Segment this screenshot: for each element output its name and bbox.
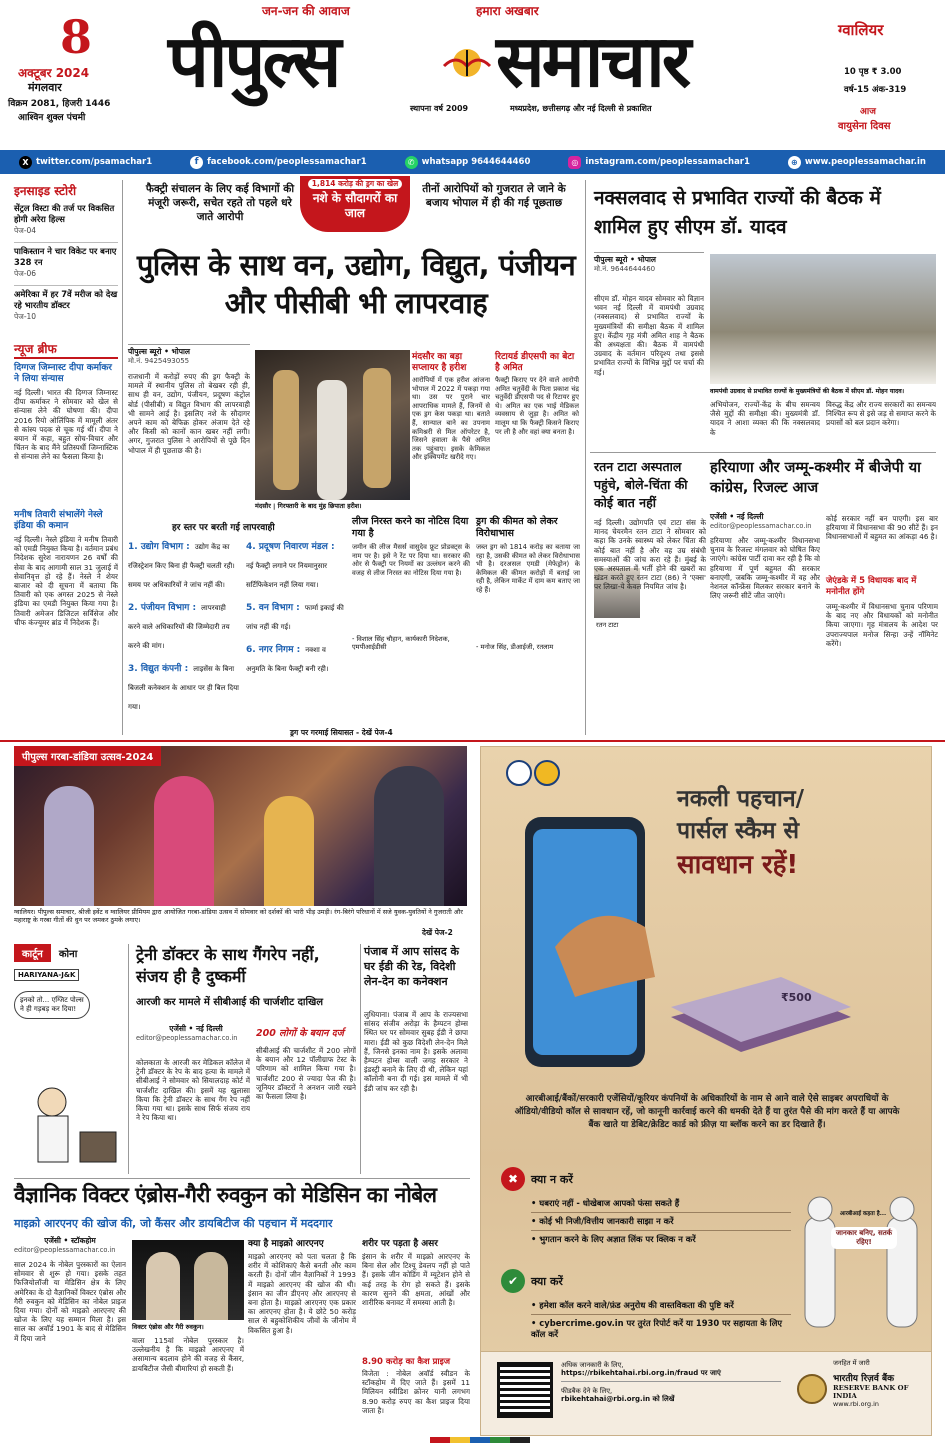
- punjab-headline: पंजाब में आप सांसद के घर ईडी की रेड, विदेशी लेन-देन का कनेक्शन: [364, 945, 459, 988]
- cartoon-bubble: इनको तो... एग्जिट पोल्स ने ही गड़बड़ कर दिया!: [14, 991, 90, 1019]
- thumbs-up-icon: ✔: [501, 1269, 525, 1293]
- whatsapp-icon: ✆: [405, 156, 418, 169]
- naxal-headline: नक्सलवाद से प्रभावित राज्यों की बैठक में शामिल हुए सीएम डॉ. यादव: [594, 187, 881, 238]
- doctor-sub: आरजी कर मामले में सीबीआई की चार्जशीट दाखिल: [136, 997, 324, 1008]
- dont-title: क्या न करें: [531, 1172, 573, 1186]
- published: मध्यप्रदेश, छत्तीसगढ़ और नई दिल्ली से प्रकाशित: [510, 104, 652, 113]
- haryana-headline: हरियाणा और जम्मू-कश्मीर में बीजेपी या कांग्रेस, रिजल्ट आज: [710, 460, 921, 496]
- do-item: • cybercrime.gov.in पर तुरंत रिपोर्ट करें या 1930 पर सहायता के लिए कॉल करें: [531, 1318, 783, 1339]
- naxal-photo-caption: वामपंथी उग्रवाद से प्रभावित राज्यों के मुख्यमंत्रियों की बैठक में सीएम डॉ. मोहन यादव।: [710, 388, 905, 395]
- lead-body: राजधानी में करोड़ों रुपए की ड्रग फैक्ट्री के मामले में स्थानीय पुलिस तो बेखबर रही ही, साथ ही वन, उद्योग, पंजीयन, प्रदूषण कंट्रोल बोर्ड (पीसीबी) व विद्युत विभाग की लापरवाही भी सामने आई है। इसलिए नशे के सौदागर अपने काम को बेफिक्र होकर अंजाम देते रहे और किसी को कानों कान खबर नहीं लगी। अगर, गुजरात पुलिस ने आरोपियों से पूछे दिन भोपाल में ही पूछताछ की है।: [128, 372, 250, 455]
- inside-item[interactable]: सेंट्रल विस्टा की तर्ज पर विकसित होगी अरेरा हिल्स पेज-04: [14, 203, 115, 235]
- date-tithi: आश्विन शुक्ल पंचमी: [18, 113, 86, 123]
- haryana-body3: जम्मू-कश्मीर में विधानसभा चुनाव परिणाम के बाद नए और विधायकों को मनोनीत किया जाएगा। गृह मंत्रालय के आदेश पर उपराज्यपाल मनोज सिन्हा उन्हें नॉमिनेट करेंगे।: [826, 602, 938, 648]
- cash-note-value: ₹500: [781, 991, 812, 1004]
- tagline-right: हमारा अखबार: [476, 4, 539, 18]
- city: ग्वालियर: [838, 21, 884, 39]
- do-panel: [501, 1269, 791, 1343]
- cartoon-figure: [24, 1082, 120, 1168]
- nobel-body-b: वाला 115वां नोबेल पुरस्कार है। उल्लेखनीय है कि माइक्रो आरएनए में असामान्य बदलाव होने की वजह से कैंसर, डायबिटीज जैसी बीमारियां हो सकती हैं।: [132, 1336, 244, 1373]
- lead-kicker-left: फैक्ट्री संचालन के लिए कई विभागों की मंजूरी जरूरी, सचेत रहते तो पहले धरे जाते आरोपी: [145, 183, 295, 223]
- ad-footer: अधिक जानकारी के लिए, https://rbikehtahai.rbi.org.in/fraud पर जाएं फीडबैक देने के लिए, rbikehtahai@rbi.org.in को लिखें जनहित में जारी भारतीय रिज़र्व बैंक RESERVE BANK OF INDIA www.rbi.org.in: [481, 1351, 932, 1436]
- brief-body-1: नई दिल्ली। भारत की दिग्गज जिम्नास्ट दीपा कर्माकर ने सोमवार को खेल से संन्यास लेने की घोषणा की। दीपा 2016 रियो ओलिंपिक में मामूली अंतर से कांस्य पदक से चूक गई थीं। दीपा ने बयान में कहा, बहुत सोच-विचार और चिंतन के बाद मैंने प्रतिस्पर्धी जिम्नास्टिक से संन्यास लेने का फैसला किया है।: [14, 388, 118, 462]
- ad-headline-2: पार्सल स्कैम से: [677, 818, 800, 844]
- lead-side2: रिटायर्ड डीएसपी का बेटा है अमित फैक्ट्री किराए पर देने वाले आरोपी अमित चतुर्वेदी के पिता प्रकाश चंद्र चतुर्वेदी डीएसपी पद से रिटायर हुए थे। अमित का एक भाई मेडिकल व्यवसाय से जुड़ा है। अमित को मालूम था कि फैक्ट्री किसने किराए पर ली है और वहां क्या बनता है।: [495, 352, 579, 436]
- ad-headline-1: नकली पहचान/: [677, 786, 804, 812]
- year-issue: वर्ष-15 अंक-319: [844, 85, 907, 95]
- haryana-body2: कोई सरकार नहीं बन पाएगी। इस बार हरियाणा में विधानसभा की 90 सीटें हैं। इन विधानसभाओं में बहुमत का आंकड़ा 46 है।: [826, 514, 938, 542]
- depts-col-2: 4. प्रदूषण निवारण मंडल : नई फैक्ट्री लगाने पर नियमानुसार सर्टिफिकेशन नहीं लिया गया। 5. वन विभाग : फार्मा इकाई की जांच नहीं की गई। 6. नगर निगम : नक्शा व अनुमति के बिना फैक्ट्री बनी रही।: [246, 542, 344, 673]
- social-whatsapp-text: whatsapp 9644644460: [421, 157, 531, 167]
- qr-code-icon[interactable]: [497, 1362, 553, 1418]
- cartoon-box: [14, 944, 126, 1174]
- social-instagram-text: instagram.com/peoplessamachar1: [585, 157, 750, 167]
- web-icon: ⊕: [788, 156, 801, 169]
- nobel-photo: [132, 1240, 244, 1320]
- x-icon: X: [19, 156, 32, 169]
- doctor-byline: एजेंसी • नई दिल्ली editor@peoplessamachar.co.in: [136, 1024, 238, 1042]
- title-right: समाचार: [496, 19, 689, 103]
- inside-story: [14, 182, 118, 322]
- garba-caption: ग्वालियर। पीपुल्स समाचार, श्रीजी इवेंट व ग्वालियर प्रीमियम द्वारा आयोजित गरबा-डांडिया उत्सव में सोमवार को दर्शकों की भारी भीड़ उमड़ी। रंग-बिरंगे परिधानों में सजे युवक-युवतियों ने गुजराती और महाराष्ट्र के गरबा गीतों की धुन पर जमकर ठुमके लगाए।: [14, 908, 463, 925]
- lead-headline: पुलिस के साथ वन, उद्योग, विद्युत, पंजीयन और पीसीबी भी लापरवाह: [136, 248, 576, 320]
- nobel-sub: माइक्रो आरएनए की खोज की, जो कैंसर और डायबिटीज की पहचान में मददगार: [14, 1217, 333, 1230]
- inside-item[interactable]: पाकिस्तान ने चार विकेट पर बनाए 328 रन पेज-06: [14, 242, 118, 279]
- cartoon-label: HARIYANA-J&K: [14, 969, 79, 981]
- ad-headline-3: सावधान रहें!: [677, 850, 799, 880]
- today-event: वायुसेना दिवस: [838, 121, 891, 132]
- date-weekday: मंगलवार: [28, 81, 62, 94]
- brief-headline-2: मनीष तिवारी संभालेंगे नेस्ले इंडिया की कमान: [14, 510, 103, 531]
- date-day: 8: [60, 10, 93, 64]
- cartoon-title: कार्टून: [14, 944, 51, 962]
- nobel-byline: एजेंसी • स्टॉकहोम editor@peoplessamachar.co.in: [14, 1236, 116, 1254]
- social-web[interactable]: [788, 156, 926, 169]
- dont-item: • कोई भी निजी/वित्तीय जानकारी साझा न करें: [531, 1213, 791, 1231]
- inside-title: इनसाइड स्टोरी: [14, 184, 77, 198]
- naxal-byline: पीपुल्स ब्यूरो • भोपाल मो.नं. 9644644460: [594, 252, 704, 274]
- doctor-headline: ट्रेनी डॉक्टर के साथ गैंगरेप नहीं, संजय ही है दुष्कर्मी: [136, 945, 320, 986]
- doctor-body2: सीबीआई की चार्जशीट में 200 लोगों के बयान और 12 पॉलीग्राफ टेस्ट के परिणाम को शामिल किया गया है। चार्जशीट 200 से ज्यादा पेज की है। जूनियर डॉक्टरों ने अनशन जारी रखने का फैसला लिया है।: [256, 1046, 356, 1102]
- date-vikram: विक्रम 2081, हिजरी 1446: [8, 99, 111, 109]
- lead-photo: [255, 350, 410, 500]
- social-bar: [0, 150, 945, 174]
- garba-title: पीपुल्स गरबा-डांडिया उत्सव-2024: [14, 746, 161, 766]
- social-facebook[interactable]: [190, 156, 367, 169]
- rbi-emblem-icon: [797, 1374, 827, 1404]
- do-title: क्या करें: [531, 1274, 563, 1288]
- registration-bar: [430, 1437, 530, 1443]
- doctor-statements: 200 लोगों के बयान दर्ज: [256, 1028, 344, 1039]
- lease-box: लीज निरस्त करने का नोटिस दिया गया है जमीन की लीज मैसर्स वासुदेव फ्रूट प्रोडक्ट्स के नाम पर है। इसे ने रेंट पर दिया था। सरकार की ओर से फैक्ट्री पर नियमों का उल्लंघन करने की वजह से लीज निरस्त का नोटिस दिया गया है। - विशाल सिंह चौहान, कार्यकारी निदेशक, एमपीआईडीसी: [352, 516, 470, 652]
- dont-panel: [501, 1167, 791, 1248]
- brief-headline-1: दिग्गज जिम्नास्ट दीपा कर्माकर ने लिया संन्यास: [14, 363, 112, 384]
- tata-body: नई दिल्ली। उद्योगपति एवं टाटा संस के मानद चेयरमैन रतन टाटा ने सोमवार को कहा कि उनके स्वास्थ्य को लेकर चिंता की कोई बात नहीं है और वह उम्र संबंधी समस्याओं की जांच करा रहे हैं। मुंबई के एक अस्पताल में भर्ती होने की खबरों का खंडन करते हुए रतन टाटा (86) ने 'एक्स' पर लिखा-ये केवल नियमित जांच है।: [594, 518, 706, 592]
- news-brief: [14, 340, 118, 727]
- dont-item: • घबराएं नहीं - धोखेबाज आपको फंसा सकते हैं: [531, 1195, 791, 1213]
- lead-side1: मंदसौर का बड़ा सप्लायर है हरीश आरोपियों में एक हरीश आंजना भोपाल में 2022 में पकड़ा गया था। उस पर पुराने चार आपराधिक मामले हैं, जिनमें से एक ड्रग केस पकड़ा था। बताते हैं, सान्याल बाने का उपनाम कमिश्नरी से मिल ऑपरेटर है, जिसने हवाला के पैसे अमित तक पहुंचाए। इसके केमिकल और इक्विपमेंट खरीदे गए।: [412, 352, 490, 462]
- haryana-sub: जेएंडके में 5 विधायक बाद में मनोनीत होंगे: [826, 576, 917, 597]
- social-whatsapp[interactable]: [405, 156, 531, 169]
- mascot-text: आरबीआई कहता है...: [839, 1211, 887, 1217]
- naxal-body2: अभियोजन, राज्यों-केंद्र के बीच समन्वय जैसे मुद्दों की समीक्षा की। मुख्यमंत्री डॉ. यादव ने आशा व्यक्त की कि नक्सलवाद के: [710, 400, 820, 437]
- cash-illustration: [661, 967, 861, 1067]
- phone-illustration: [505, 807, 675, 1077]
- mascot-sub: जानकार बनिए, सतर्क रहिए!: [831, 1227, 897, 1249]
- cartoon-corner: कोना: [58, 949, 78, 960]
- nobel-headline: वैज्ञानिक विक्टर एंब्रोस-गैरी रुवकुन को मेडिसिन का नोबेल: [14, 1183, 437, 1207]
- pages-price: 10 पृष्ठ ₹ 3.00: [844, 67, 902, 77]
- lead-see-page[interactable]: ड्रग पर गरमाई सियासत - देखें पेज-4: [290, 728, 393, 737]
- date-month: अक्टूबर 2024: [18, 66, 90, 80]
- doctor-body: कोलकाता के आरजी कर मेडिकल कॉलेज में ट्रेनी डॉक्टर के रेप के बाद हत्या के मामले में सीबीआई ने सोमवार को सियालदाह कोर्ट में चार्जशीट दाखिल की। इसमें यह खुलासा किया कि ट्रेनी डॉक्टर के साथ गैंग रेप नहीं किया गया था। इसके साथ सिर्फ संजय राय ने रेप किया था।: [136, 1058, 250, 1123]
- garba-section: [14, 746, 467, 941]
- instagram-icon: ◎: [568, 156, 581, 169]
- lead-kicker-right: तीनों आरोपियों को गुजरात ले जाने के बजाय भोपाल में ही की गई पूछताछ: [422, 183, 566, 209]
- social-facebook-text: facebook.com/peoplessamachar1: [207, 157, 367, 167]
- lead-photo-caption: मंदसौर | गिरफ्तारी के बाद मुंह छिपाता हरीश।: [255, 502, 362, 510]
- naxal-photo: [710, 254, 936, 384]
- social-x-text: twitter.com/psamachar1: [35, 157, 153, 167]
- brief-title: न्यूज ब्रीफ: [14, 340, 118, 359]
- inside-item[interactable]: अमेरिका में हर 7वें मरीज को देख रहे भारतीय डॉक्टर पेज-10: [14, 285, 118, 322]
- tagline-left: जन-जन की आवाज: [262, 4, 350, 18]
- dont-item: • भुगतान करने के लिए अज्ञात लिंक पर क्लिक न करें: [531, 1234, 696, 1244]
- depts-col-1: 1. उद्योग विभाग : उद्योग केंद्र का रजिस्ट्रेशन किए बिना ही फैक्ट्री चलती रही। समय पर अधिकारियों ने जांच नहीं की। 2. पंजीयन विभाग : लापरवाही करने वाले अधिकारियों की जिम्मेदारी तय करने की मांग। 3. विद्युत कंपनी : लाइसेंस के बिना बिजली कनेक्शन के आधार पर ही बिल दिया गया।: [128, 542, 239, 711]
- nobel-col3: शरीर पर पड़ता है असर इंसान के शरीर में माइक्रो आरएनए के बिना सेल और टिश्यू डेवलप नहीं हो पाते हैं। इसके जीन कोडिंग में म्यूटेशन होने से कई तरह के रोग हो सकते हैं। इसके कारण सुनने की क्षमता, आंखों और शारीरिक बनावट में समस्या आती है। 8.90 करोड़ का कैश प्राइज विजेता : नोबेल अवॉर्ड स्वीडन के स्टॉकहोम में दिए जाते हैं। इसमें 11 मिलियन स्वीडिश क्रोनर यानी लगभग 8.90 करोड़ रुपए का कैश प्राइज दिया जाता है।: [362, 1239, 470, 1415]
- garba-see[interactable]: देखें पेज-2: [422, 928, 453, 937]
- thumbs-down-icon: ✖: [501, 1167, 525, 1191]
- nobel-photo-caption: विक्टर एंब्रोस और गैरी रुवकुन।: [132, 1323, 204, 1331]
- naxal-body3: विरुद्ध केंद्र और राज्य सरकारों का समन्वय निश्चित रूप से इसे जड़ से समाप्त करने के प्रयासों को बल प्रदान करेगा।: [826, 400, 936, 428]
- lead-byline: पीपुल्स ब्यूरो • भोपाल मो.नं. 9425493055: [128, 344, 250, 366]
- naxal-body: सीएम डॉ. मोहन यादव सोमवार को विज्ञान भवन नई दिल्ली में वामपंथी उग्रवाद (नक्सलवाद) से प्रभावित राज्यों के मुख्यमंत्रियों की समीक्षा बैठक में शामिल हुए। केंद्रीय गृह मंत्री अमित शाह ने बैठक की अध्यक्षता की। बैठक में वामपंथी उग्रवाद के वर्तमान परिदृश्य तथा इससे प्रभावित राज्यों के विभिन्न मुद्दों पर चर्चा की गई।: [594, 294, 704, 377]
- nobel-col2: क्या है माइक्रो आरएनए माइक्रो आरएनए को पता चलता है कि शरीर में कोशिकाएं कैसे बनती और काम करती हैं। दोनों जीन वैज्ञानिकों ने 1993 में माइक्रो आरएनए की खोज की थी। इंसान का जीन डीएनए और आरएनए से बना होता है। माइक्रो आरएनए एक प्रकार का आरएनए होता है। ये छोटे 50 करोड़ साल से बहुकोशिकीय जीवों के जीनोम में विकसित हुआ है।: [248, 1239, 356, 1335]
- tata-headline: रतन टाटा अस्पताल पहुंचे, बोले-चिंता की कोई बात नहीं: [594, 459, 688, 510]
- do-item: • हमेशा कॉल करने वाले/फ़ंड अनुरोध की वास्तविकता की पुष्टि करें: [531, 1297, 791, 1315]
- social-instagram[interactable]: [568, 156, 750, 169]
- depts-title: हर स्तर पर बरती गई लापरवाही: [172, 523, 275, 533]
- facebook-icon: f: [190, 156, 203, 169]
- price-box: ड्रग की कीमत को लेकर विरोधाभास जब्त ड्रग को 1814 करोड़ का बताया जा रहा है, उसकी कीमत को लेकर विरोधाभास भी है। दरअसल एमडी (मेफेड्रोन) के केमिकल की कीमत करोड़ों में बताई जा रही है, लेकिन मार्केट में दाम कम बताए जा रहे हैं। - मनोज सिंह, डीआईजी, रतलाम: [476, 516, 580, 651]
- nobel-body: साल 2024 के नोबेल पुरस्कारों का ऐलान सोमवार से शुरू हो गया। इसके तहत फिजियोलॉजी या मेडिसिन क्षेत्र के लिए अमेरिका के दो वैज्ञानिकों विक्टर एंब्रोस और गैरी रुवकुन को मेडिसिन का नोबेल प्राइज दिया गया। दोनों को माइक्रो आरएनए की खोज के लिए यह सम्मान मिला है। इस साल का अवॉर्ड 1901 के बाद से मेडिसिन में दिया जाने: [14, 1260, 126, 1343]
- masthead: [0, 0, 945, 140]
- haryana-byline: एजेंसी • नई दिल्ली editor@peoplessamachar.co.in: [710, 512, 812, 530]
- rbi-ad[interactable]: [480, 746, 932, 1436]
- tata-photo-caption: रतन टाटा: [596, 621, 619, 629]
- logo-emblem-icon: [440, 36, 494, 90]
- lead-badge: 1,814 करोड़ की ड्रग का खेल नशे के सौदागरों का जाल: [300, 176, 410, 232]
- title-left: पीपुल्स: [168, 19, 339, 103]
- garba-photo: [14, 746, 467, 906]
- ad-logo-icon: [505, 759, 565, 787]
- social-web-text: www.peoplessamachar.in: [804, 157, 926, 167]
- social-x[interactable]: [19, 156, 152, 169]
- brief-body-2: नई दिल्ली। नेस्ले इंडिया ने मनीष तिवारी को एमडी नियुक्त किया है। वर्तमान प्रबंध निदेशक सुरेश नारायणन 26 वर्षों की सेवा के बाद आगामी साल 31 जुलाई में सेवानिवृत्त हो रहे हैं। नेस्ले ने शेयर बाजार को दी सूचना में बताया कि तिवारी को एक अगस्त 2025 से नेस्ले इंडिया का एमडी नियुक्त किया गया है। तिवारी अमेजन डिजिटल सर्विसेज और चीफ कंज्यूमर ब्रांड में निदेशक हैं।: [14, 535, 118, 627]
- haryana-body: हरियाणा और जम्मू-कश्मीर विधानसभा चुनाव के रिजल्ट मंगलवार को घोषित किए जाएंगे। कांग्रेस पार्टी दावा कर रही है कि वो हरियाणा में पूर्ण बहुमत की सरकार बनाएगी, जबकि जम्मू-कश्मीर में वह और नेशनल कॉन्फ्रेंस मिलकर सरकार बनाने के लिए जरूरी सीटें जीत जाएंगे।: [710, 536, 820, 601]
- ad-body: आरबीआई/बैंकों/सरकारी एजेंसियों/कूरियर कंपनियों के अधिकारियों के नाम से आने वाले ऐसे साइबर अपराधियों के ऑडियो/वीडियो कॉल से सावधान रहें, जो कानूनी कार्रवाई करने की धमकी देते हैं या तुरंत पैसे की मांग करते हैं या आपके बैंक खाते या डेबिट/क्रेडिट कार्ड को फ्रीज़ या ब्लॉक करने का डर दिखाते हैं।: [514, 1094, 900, 1130]
- punjab-body: लुधियाना। पंजाब में आप के राज्यसभा सांसद संजीव अरोड़ा के हैम्पटन होम्स स्थित घर पर सोमवार सुबह ईडी ने छापा मारा। ईडी को कुछ विदेशी लेन-देन मिले हैं, जिनसे इनका नाम है। इसके अलावा हैम्पटन होम्स वाली जगह सरकार ने इंडस्ट्री बनाने के लिए दी थी, लेकिन यहां कॉलोनी बना दी गई। इस मामले में भी ईडी जांच कर रही है।: [364, 1010, 468, 1093]
- founded: स्थापना वर्ष 2009: [410, 104, 469, 113]
- today-label: आज: [860, 107, 876, 117]
